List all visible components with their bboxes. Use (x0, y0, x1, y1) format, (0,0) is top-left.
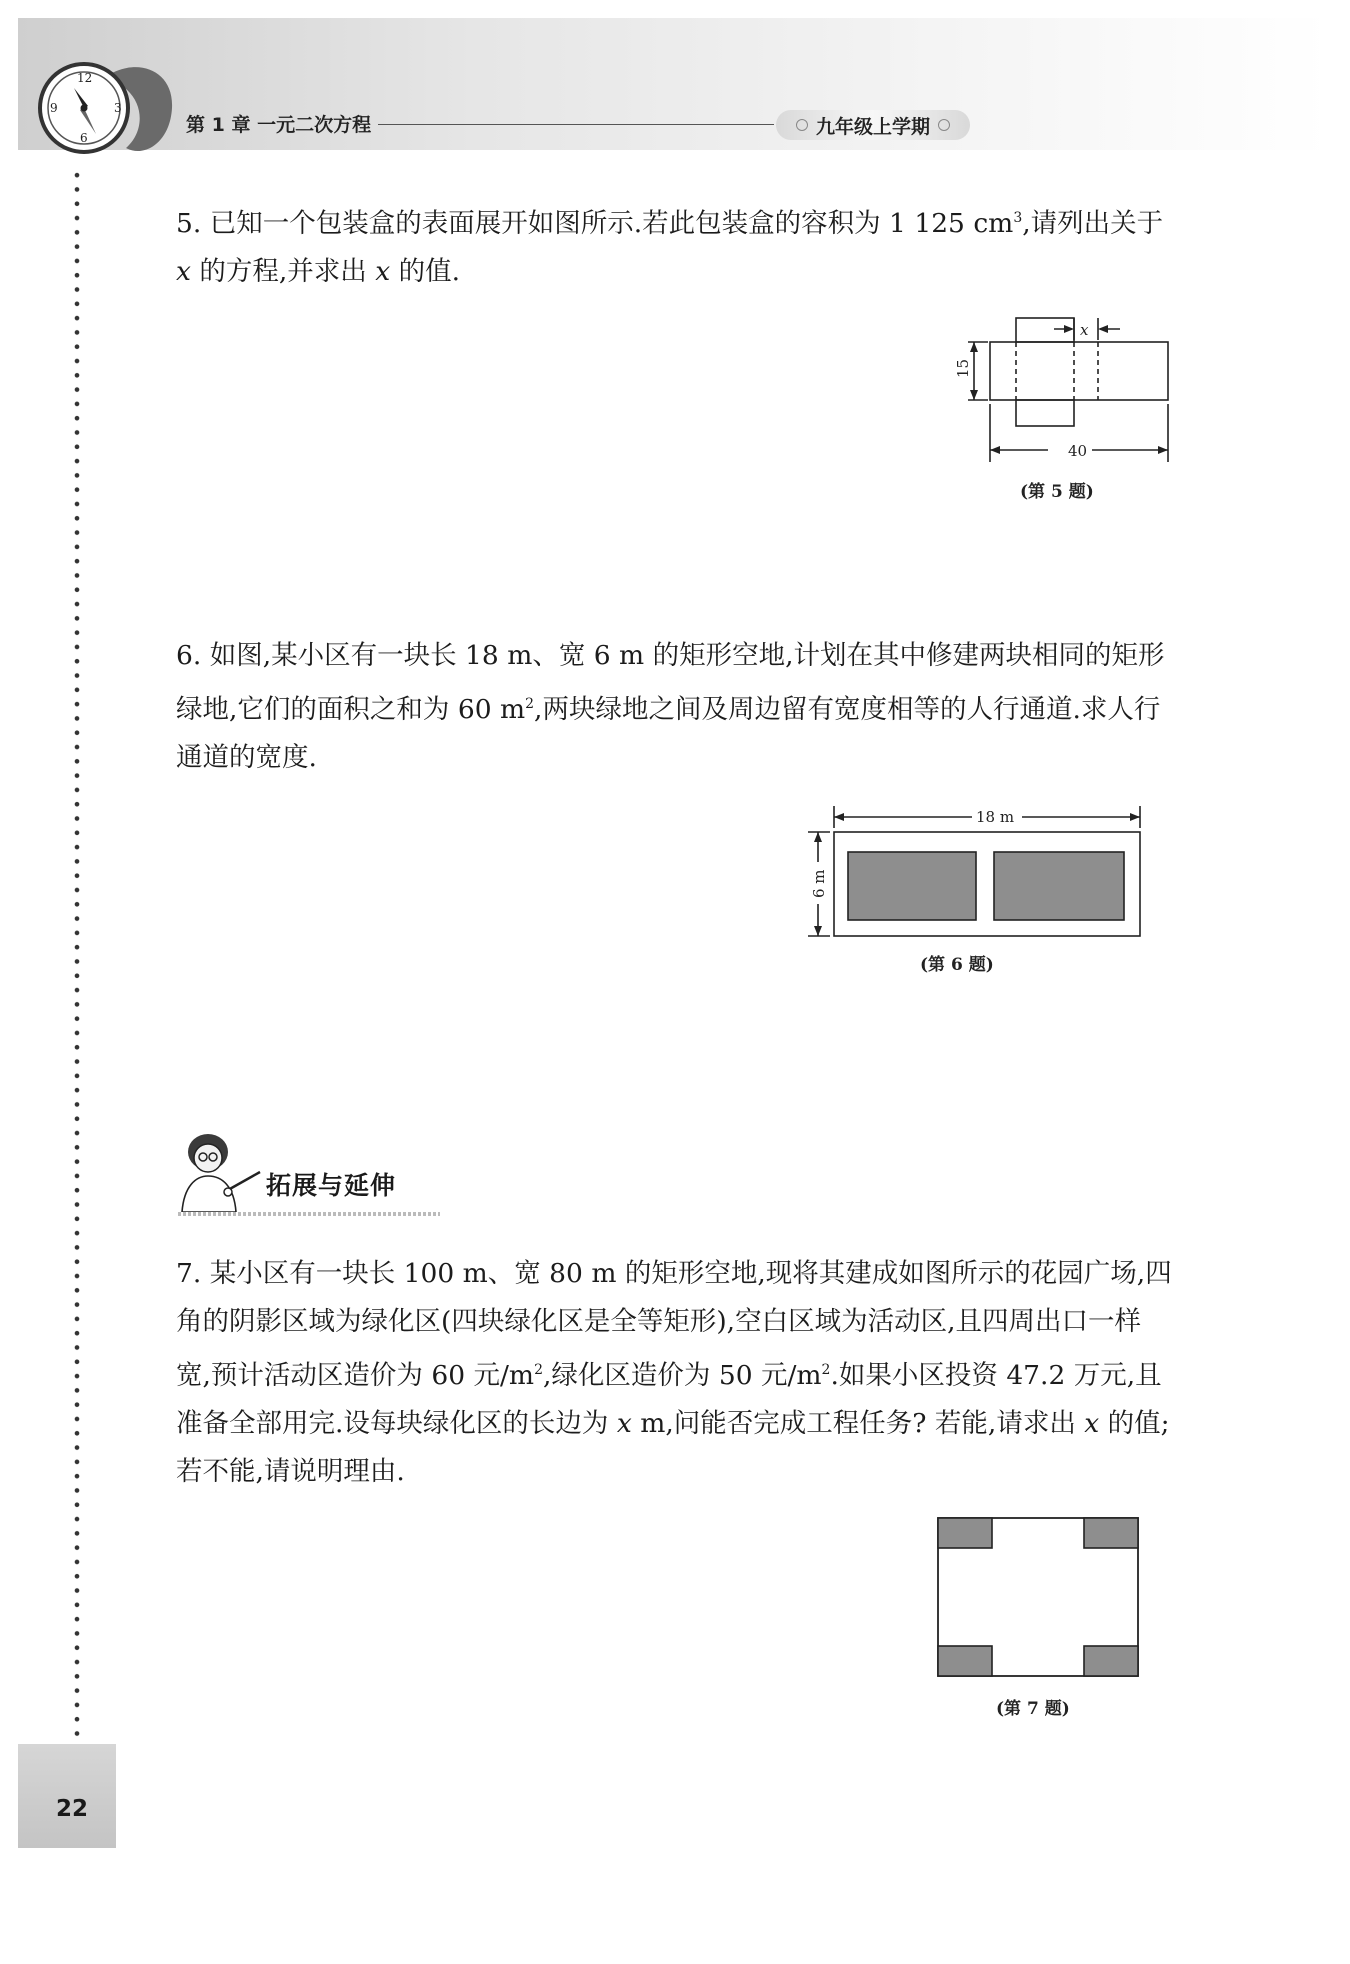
problem-5-text: 5. 已知一个包装盒的表面展开如图所示.若此包装盒的容积为 1 125 $cm^3$,请列出关于 x 的方程,并求出 x 的值. (176, 207, 1164, 287)
grade-label: 九年级上学期 (815, 115, 930, 138)
green-zone-br (1084, 1646, 1138, 1676)
label-40: 40 (1068, 442, 1088, 460)
section-underline (178, 1212, 440, 1216)
badge-dot-icon (796, 119, 808, 131)
margin-dotted-line (74, 168, 80, 1753)
caption-7: (第 7 题) (996, 1699, 1070, 1719)
green-zone-bl (938, 1646, 992, 1676)
compass-clock-logo (34, 48, 184, 168)
chapter-title: 第 1 章 一元二次方程 (186, 114, 372, 136)
green-plot-left (848, 852, 976, 920)
label-x: x (1080, 321, 1089, 339)
teacher-icon (178, 1128, 264, 1212)
problem-6-text: 6. 如图,某小区有一块长 18 m、宽 6 m 的矩形空地,计划在其中修建两块相同的矩形绿地,它们的面积之和为 60 $m^2$,两块绿地之间及周边留有宽度相等的人行通道.求人行通道的宽度. (176, 640, 1165, 773)
green-zone-tl (938, 1518, 992, 1548)
label-18m: 18 m (976, 808, 1015, 826)
svg-text:6: 6 (80, 131, 88, 145)
page-number: 22 (56, 1796, 89, 1822)
green-zone-tr (1084, 1518, 1138, 1548)
svg-text:12: 12 (77, 71, 93, 85)
caption-6: (第 6 题) (920, 955, 994, 975)
label-6m: 6 m (810, 869, 828, 898)
header-rule (378, 124, 774, 125)
problem-7-figure (934, 1514, 1144, 1680)
green-plot-right (994, 852, 1124, 920)
grade-badge (776, 110, 970, 140)
problem-7-text: 7. 某小区有一块长 100 m、宽 80 m 的矩形空地,现将其建成如图所示的花园广场,四角的阴影区域为绿化区(四块绿化区是全等矩形),空白区域为活动区,且四周出口一样宽,预计活动区造价为 60 元$/m^2$,绿化区造价为 50 元$/m^2$.如果小区投资 47.2 万元,且准备全部用完.设每块绿化区的长边为 x m,问能否完成工程任务? 若能,请求出 x 的值;若不能,请说明理由. (176, 1258, 1172, 1487)
label-15: 15 (954, 358, 972, 378)
problem-6-figure (800, 800, 1150, 950)
problem-5-figure (954, 312, 1180, 472)
badge-dot-icon (938, 119, 950, 131)
caption-5: (第 5 题) (1020, 482, 1094, 502)
svg-text:9: 9 (50, 101, 58, 115)
svg-text:3: 3 (114, 101, 122, 115)
section-title: 拓展与延伸 (266, 1171, 397, 1200)
